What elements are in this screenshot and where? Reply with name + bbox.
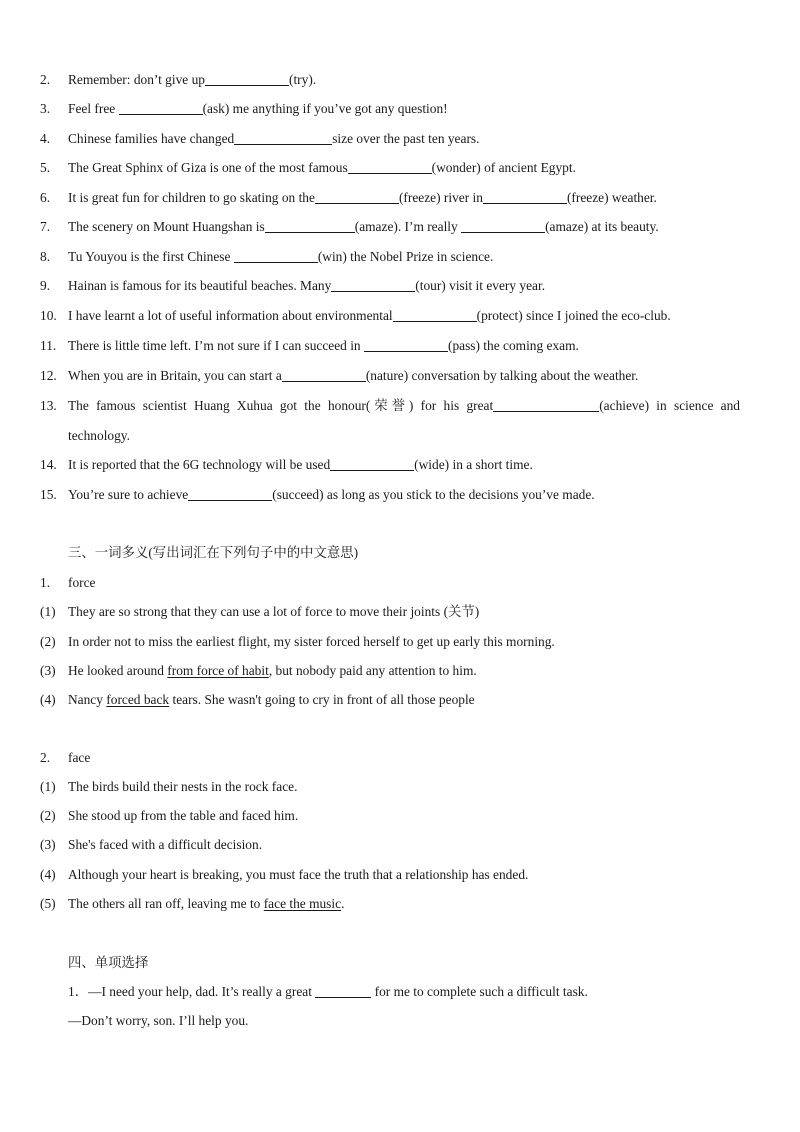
answer-blank: [234, 248, 318, 263]
text-segment: Although your heart is breaking, you must face the truth that a relationship has ended.: [68, 867, 529, 882]
item-text: [68, 632, 740, 652]
answer-blank: [461, 218, 545, 233]
item-number: (4): [40, 867, 56, 882]
text-segment: Tu Youyou is the first Chinese: [68, 249, 234, 264]
item-number: (1): [40, 779, 56, 794]
item-number: 15.: [40, 487, 57, 502]
exercise-item: [40, 485, 740, 505]
item-text: [68, 158, 740, 178]
item-text: [68, 661, 740, 681]
underlined-phrase: from force of habit: [167, 663, 269, 678]
text-segment: (tour) visit it every year.: [415, 278, 546, 293]
item-number: 11.: [40, 338, 57, 353]
text-segment: The scenery on Mount Huangshan is: [68, 219, 265, 234]
example-sentence: [40, 690, 740, 710]
answer-blank: [330, 456, 414, 471]
item-number: (1): [40, 604, 56, 619]
item-text: [68, 426, 740, 446]
item-text: [68, 865, 740, 885]
text-segment: (amaze) at its beauty.: [545, 219, 659, 234]
vocab-word: [40, 573, 740, 593]
text-segment: (freeze) river in: [398, 190, 483, 205]
item-number: 10.: [40, 308, 57, 323]
text-segment: (win) the Nobel Prize in science.: [317, 249, 494, 264]
section3-heading: 三、一词多义(写出词汇在下列句子中的中文意思): [68, 545, 359, 560]
text-segment: (achieve) in science and: [599, 398, 741, 413]
item-number: 7.: [40, 219, 51, 234]
item-text: [68, 336, 740, 356]
text-segment: Feel free: [68, 101, 119, 116]
example-sentence: [40, 865, 740, 885]
text-segment: The birds build their nests in the rock face.: [68, 779, 298, 794]
text-segment: .: [341, 896, 345, 911]
answer-blank: [188, 486, 272, 501]
exercise-item: [40, 426, 740, 446]
item-text: [68, 455, 740, 475]
answer-blank: [234, 130, 332, 145]
item-text: [68, 129, 740, 149]
example-sentence: [40, 894, 740, 914]
item-number: (3): [40, 663, 56, 678]
text-segment: size over the past ten years.: [332, 131, 480, 146]
item-text: [68, 894, 740, 914]
exercise-item: [40, 217, 740, 237]
text-segment: Hainan is famous for its beautiful beaches. Many: [68, 278, 332, 293]
answer-blank: [265, 218, 355, 233]
item-text: [68, 396, 740, 416]
exercise-item: [40, 129, 740, 149]
item-text: [68, 690, 740, 710]
text-segment: (ask) me anything if you’ve got any question!: [202, 101, 448, 116]
answer-blank: [331, 277, 415, 292]
exercise-item: [40, 276, 740, 296]
item-text: [68, 366, 740, 386]
text-segment: They are so strong that they can use a lot of force to move their joints (关节): [68, 604, 480, 619]
word-label: face: [68, 750, 91, 765]
text-segment: I have learnt a lot of useful information about environmental: [68, 308, 393, 323]
section4-heading: 四、单项选择: [68, 955, 149, 970]
example-sentence: [40, 835, 740, 855]
exercise-item: [40, 336, 740, 356]
text-segment: She's faced with a difficult decision.: [68, 837, 263, 852]
text-segment: (protect) since I joined the eco-club.: [476, 308, 671, 323]
item-text: [68, 777, 740, 797]
exercise-item: [40, 158, 740, 178]
text-segment: You’re sure to achieve: [68, 487, 189, 502]
vocab-word: [40, 748, 740, 768]
answer-blank: [315, 189, 399, 204]
item-number: 3.: [40, 101, 51, 116]
item-text: [68, 217, 740, 237]
text-segment: It is reported that the 6G technology will be used: [68, 457, 331, 472]
answer-blank: [282, 367, 366, 382]
text-segment: (wide) in a short time.: [414, 457, 533, 472]
item-number: 5.: [40, 160, 51, 175]
item-number: (4): [40, 692, 56, 707]
answer-blank: [483, 189, 567, 204]
answer-blank: [364, 337, 448, 352]
underlined-phrase: forced back: [106, 692, 170, 707]
text-segment: The famous scientist Huang Xuhua got the honour(荣誉) for his great: [68, 398, 494, 413]
item-text: [68, 99, 740, 119]
item-text: [68, 70, 740, 90]
exercise-item: [40, 366, 740, 386]
text-segment: Remember: don’t give up: [68, 72, 205, 87]
item-number: (2): [40, 634, 56, 649]
exercise-item: [40, 247, 740, 267]
word-label: force: [68, 575, 96, 590]
answer-blank: [493, 397, 599, 412]
text-segment: (nature) conversation by talking about the weather.: [365, 368, 639, 383]
item-number: (3): [40, 837, 56, 852]
text-segment: Nancy: [68, 692, 107, 707]
text-segment: technology.: [68, 428, 130, 443]
answer-blank: [205, 71, 289, 86]
text-segment: Chinese families have changed: [68, 131, 235, 146]
item-number: 12.: [40, 368, 57, 383]
item-number: 14.: [40, 457, 57, 472]
text-segment: She stood up from the table and faced him.: [68, 808, 299, 823]
exercise-item: [40, 396, 740, 416]
text-segment: In order not to miss the earliest flight, my sister forced herself to get up early this morning.: [68, 634, 555, 649]
question-1-suffix: for me to complete such a difficult task.: [371, 984, 588, 999]
exercise-item: [40, 99, 740, 119]
answer-blank: [393, 307, 477, 322]
exercise-item: [40, 455, 740, 475]
item-text: [68, 835, 740, 855]
item-number: 2.: [40, 72, 51, 87]
text-segment: There is little time left. I’m not sure if I can succeed in: [68, 338, 364, 353]
answer-blank: [315, 983, 371, 998]
text-segment: (pass) the coming exam.: [447, 338, 579, 353]
item-text: [68, 485, 740, 505]
item-number: 9.: [40, 278, 51, 293]
text-segment: The Great Sphinx of Giza is one of the most famous: [68, 160, 348, 175]
answer-blank: [119, 100, 203, 115]
item-number: (5): [40, 896, 56, 911]
item-number: 13.: [40, 398, 57, 413]
word-number: 2.: [40, 750, 51, 765]
item-text: [68, 602, 740, 622]
answer-blank: [348, 159, 432, 174]
item-number: 8.: [40, 249, 51, 264]
text-segment: The others all ran off, leaving me to: [68, 896, 264, 911]
exercise-item: [40, 306, 740, 326]
text-segment: (try).: [288, 72, 317, 87]
text-segment: He looked around: [68, 663, 168, 678]
item-number: (2): [40, 808, 56, 823]
item-number: 4.: [40, 131, 51, 146]
text-segment: When you are in Britain, you can start a: [68, 368, 282, 383]
word-number: 1.: [40, 575, 51, 590]
example-sentence: [40, 806, 740, 826]
item-number: 6.: [40, 190, 51, 205]
text-segment: (succeed) as long as you stick to the decisions you’ve made.: [272, 487, 595, 502]
example-sentence: [40, 777, 740, 797]
item-text: [68, 806, 740, 826]
text-segment: (wonder) of ancient Egypt.: [431, 160, 576, 175]
question-1-reply: —Don’t worry, son. I’ll help you.: [68, 1013, 249, 1028]
item-text: [68, 188, 740, 208]
text-segment: (amaze). I’m really: [354, 219, 462, 234]
example-sentence: [40, 661, 740, 681]
text-segment: It is great fun for children to go skating on the: [68, 190, 315, 205]
example-sentence: [40, 632, 740, 652]
item-text: [68, 276, 740, 296]
item-text: [68, 306, 740, 326]
question-1: [68, 982, 588, 1002]
exercise-item: [40, 70, 740, 90]
text-segment: , but nobody paid any attention to him.: [268, 663, 477, 678]
text-segment: (freeze) weather.: [566, 190, 657, 205]
underlined-phrase: face the music: [263, 896, 342, 911]
text-segment: tears. She wasn't going to cry in front of all those people: [169, 692, 475, 707]
example-sentence: [40, 602, 740, 622]
exercise-item: [40, 188, 740, 208]
item-text: [68, 247, 740, 267]
question-1-prefix: 1．—I need your help, dad. It’s really a great: [68, 984, 316, 999]
